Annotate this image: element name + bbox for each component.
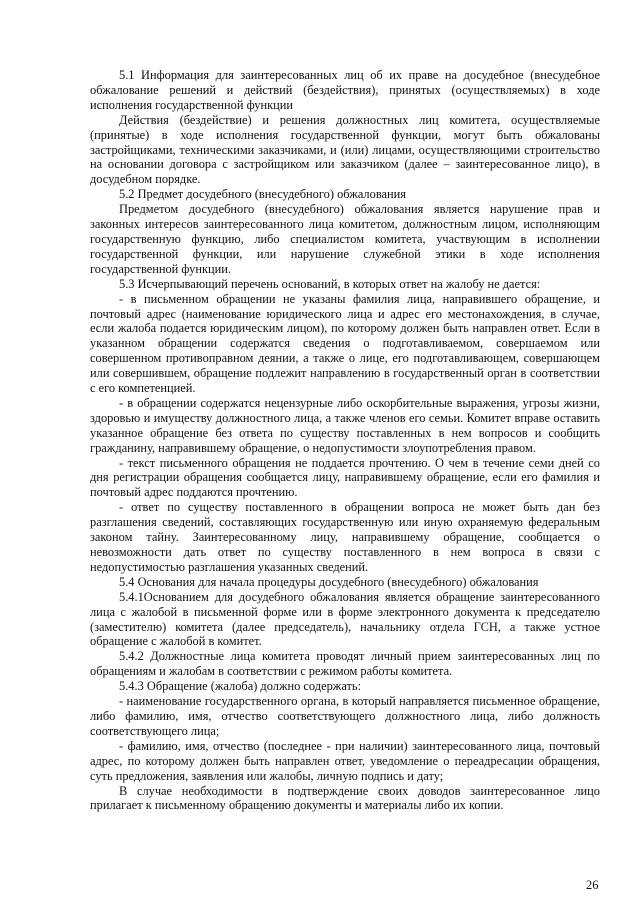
list-item-unreadable-text: - текст письменного обращения не поддается прочтению. О чем в течение семи дней со дня регистрации обращения сообщается лицу, направившему обращение, если его фамилия и почтовый адрес поддаются прочтению. — [90, 455, 600, 500]
section-5-4-heading: 5.4 Основания для начала процедуры досудебного (внесудебного) обжалования — [119, 574, 539, 589]
document-body — [90, 68, 600, 813]
paragraph-appeal-subject: Предметом досудебного (внесудебного) обжалования является нарушение прав и законных интересов заинтересованного лица комитетом, должностным лицом, исполняющим государственную функцию, либо специалистом комитета, участвующим в исполнении государственной функции, или нарушение служебной этики в ходе исполнения государственной функции. — [90, 202, 600, 276]
list-item-no-name-address: - в письменном обращении не указаны фамилия лица, направившего обращение, и почтовый адрес (наименование юридического лица и адрес его местонахождения, в случае, если жалоба подается юридическим лицом), по которому должен быть направлен ответ. Если в указанном обращении содержатся сведения о подготавливаемом, совершаемом или совершенном противоправном деянии, а также о лице, его подготавливающем, совершающем или совершившем, обращение подлежит направлению в государственный орган в соответствии с его компетенцией. — [90, 291, 600, 396]
list-item-obscene-language: - в обращении содержатся нецензурные либо оскорбительные выражения, угрозы жизни, здоровью и имуществу должностного лица, а также членов его семьи. Комитет вправе оставить указанное обращение без ответа по существу поставленных в нем вопросов и сообщить гражданину, направившему обращение, о недопустимости злоупотребления правом. — [90, 395, 600, 455]
section-5-2-heading: 5.2 Предмет досудебного (внесудебного) обжалования — [119, 187, 406, 202]
list-item-secret-information: - ответ по существу поставленного в обращении вопроса не может быть дан без разглашения сведений, составляющих государственную или иную охраняемую федеральным законом тайну. Заинтересованному лицу, направившему обращение, сообщается о невозможности дать ответ по существу поставленного в нем вопроса в связи с недопустимостью разглашения указанных сведений. — [90, 500, 600, 574]
section-5-1-heading: 5.1 Информация для заинтересованных лиц об их праве на досудебное (внесудебное обжалование решений и действий (бездействия), принятых (осуществляемых) в ходе исполнения государственной функции — [90, 68, 600, 112]
paragraph-appeal-right: Действия (бездействие) и решения должностных лиц комитета, осуществляемые (принятые) в ходе исполнения государственной функции, могут быть обжалованы застройщиками, техническими заказчиками, и (или) лицами, осуществляющими строительство на основании договора с застройщиком или заказчиком (далее – заинтересованное лицо), в досудебном порядке. — [90, 112, 600, 187]
section-5-4-2: 5.4.2 Должностные лица комитета проводят личный прием заинтересованных лиц по обращениям и жалобам в соответствии с режимом работы комитета. — [90, 649, 600, 679]
section-5-3-heading: 5.3 Исчерпывающий перечень оснований, в которых ответ на жалобу не дается: — [119, 276, 541, 291]
section-5-4-3-heading: 5.4.3 Обращение (жалоба) должно содержать: — [119, 679, 362, 694]
list-item-authority-name: - наименование государственного органа, в который направляется письменное обращение, либо фамилию, имя, отчество соответствующего должностного лица, либо должность соответствующего лица; — [90, 694, 600, 738]
list-item-applicant-details: - фамилию, имя, отчество (последнее - при наличии) заинтересованного лица, почтовый адрес, по которому должен быть направлен ответ, уведомление о переадресации обращения, суть предложения, заявления или жалобы, личную подпись и дату; — [90, 738, 600, 783]
paragraph-attachments: В случае необходимости в подтверждение своих доводов заинтересованное лицо прилагает к письменному обращению документы и материалы либо их копии. — [90, 783, 600, 813]
page-number: 26 — [586, 878, 599, 892]
section-5-4-1: 5.4.1Основанием для досудебного обжалования является обращение заинтересованного лица с жалобой в письменной форме или в форме электронного документа к председателю (заместителю) комитета (далее председатель), начальнику отдела ГСН, а также устное обращение с жалобой в комитет. — [90, 589, 600, 649]
